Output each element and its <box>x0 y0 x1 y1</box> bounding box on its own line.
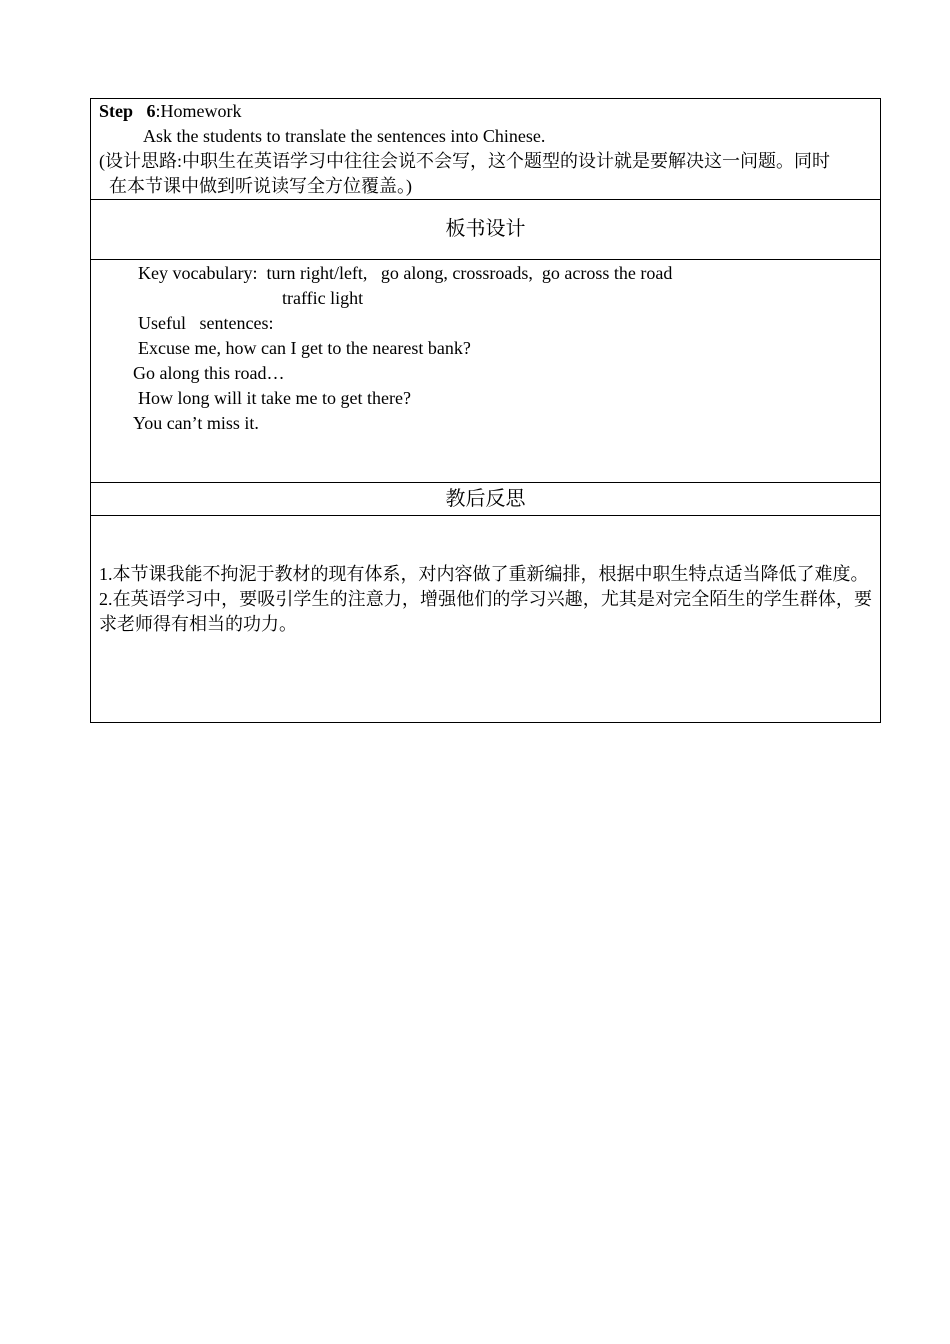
reflection-content-cell <box>91 516 881 723</box>
step-heading <box>99 99 872 124</box>
board-title-row <box>91 200 881 260</box>
board-title-cell <box>91 200 881 260</box>
reflection-title-cell <box>91 483 881 516</box>
reflection-content-row <box>91 516 881 723</box>
sentence-line: Excuse me, how can I get to the nearest bank? <box>138 338 471 358</box>
lesson-plan-table <box>90 98 881 723</box>
useful-sentences-heading: Useful sentences: <box>138 313 274 333</box>
design-rationale <box>99 149 872 199</box>
sentence-line: How long will it take me to get there? <box>138 388 411 408</box>
reflection-title-row <box>91 483 881 516</box>
board-content-row <box>91 260 881 483</box>
reflection-title: 教后反思 <box>445 487 526 510</box>
homework-cell <box>91 99 881 200</box>
homework-instruction: Ask the students to translate the sentences into Chinese. <box>143 126 546 146</box>
rationale-line-2: 在本节课中做到听说读写全方位覆盖。) <box>109 176 412 196</box>
key-vocabulary-continuation: traffic light <box>282 288 364 308</box>
homework-row <box>91 99 881 200</box>
step-title: :Homework <box>155 101 242 121</box>
sentence-line: Go along this road… <box>133 363 285 383</box>
board-design-title: 板书设计 <box>445 218 526 240</box>
key-vocabulary-line: Key vocabulary: turn right/left, go along, crossroads, go across the road <box>138 263 673 283</box>
rationale-line-1: (设计思路:中职生在英语学习中往往会说不会写，这个题型的设计就是要解决这一问题。同时 <box>99 151 830 171</box>
sentence-line: You can’t miss it. <box>133 413 259 433</box>
reflection-item-1: 1.本节课我能不拘泥于教材的现有体系，对内容做了重新编排，根据中职生特点适当降低了难度。 <box>99 564 869 584</box>
step-label: Step 6 <box>99 101 156 121</box>
reflection-item-2: 2.在英语学习中，要吸引学生的注意力，增强他们的学习兴趣，尤其是对完全陌生的学生群体，要求老师得有相当的功力。 <box>99 589 872 634</box>
board-content-cell <box>91 260 881 483</box>
